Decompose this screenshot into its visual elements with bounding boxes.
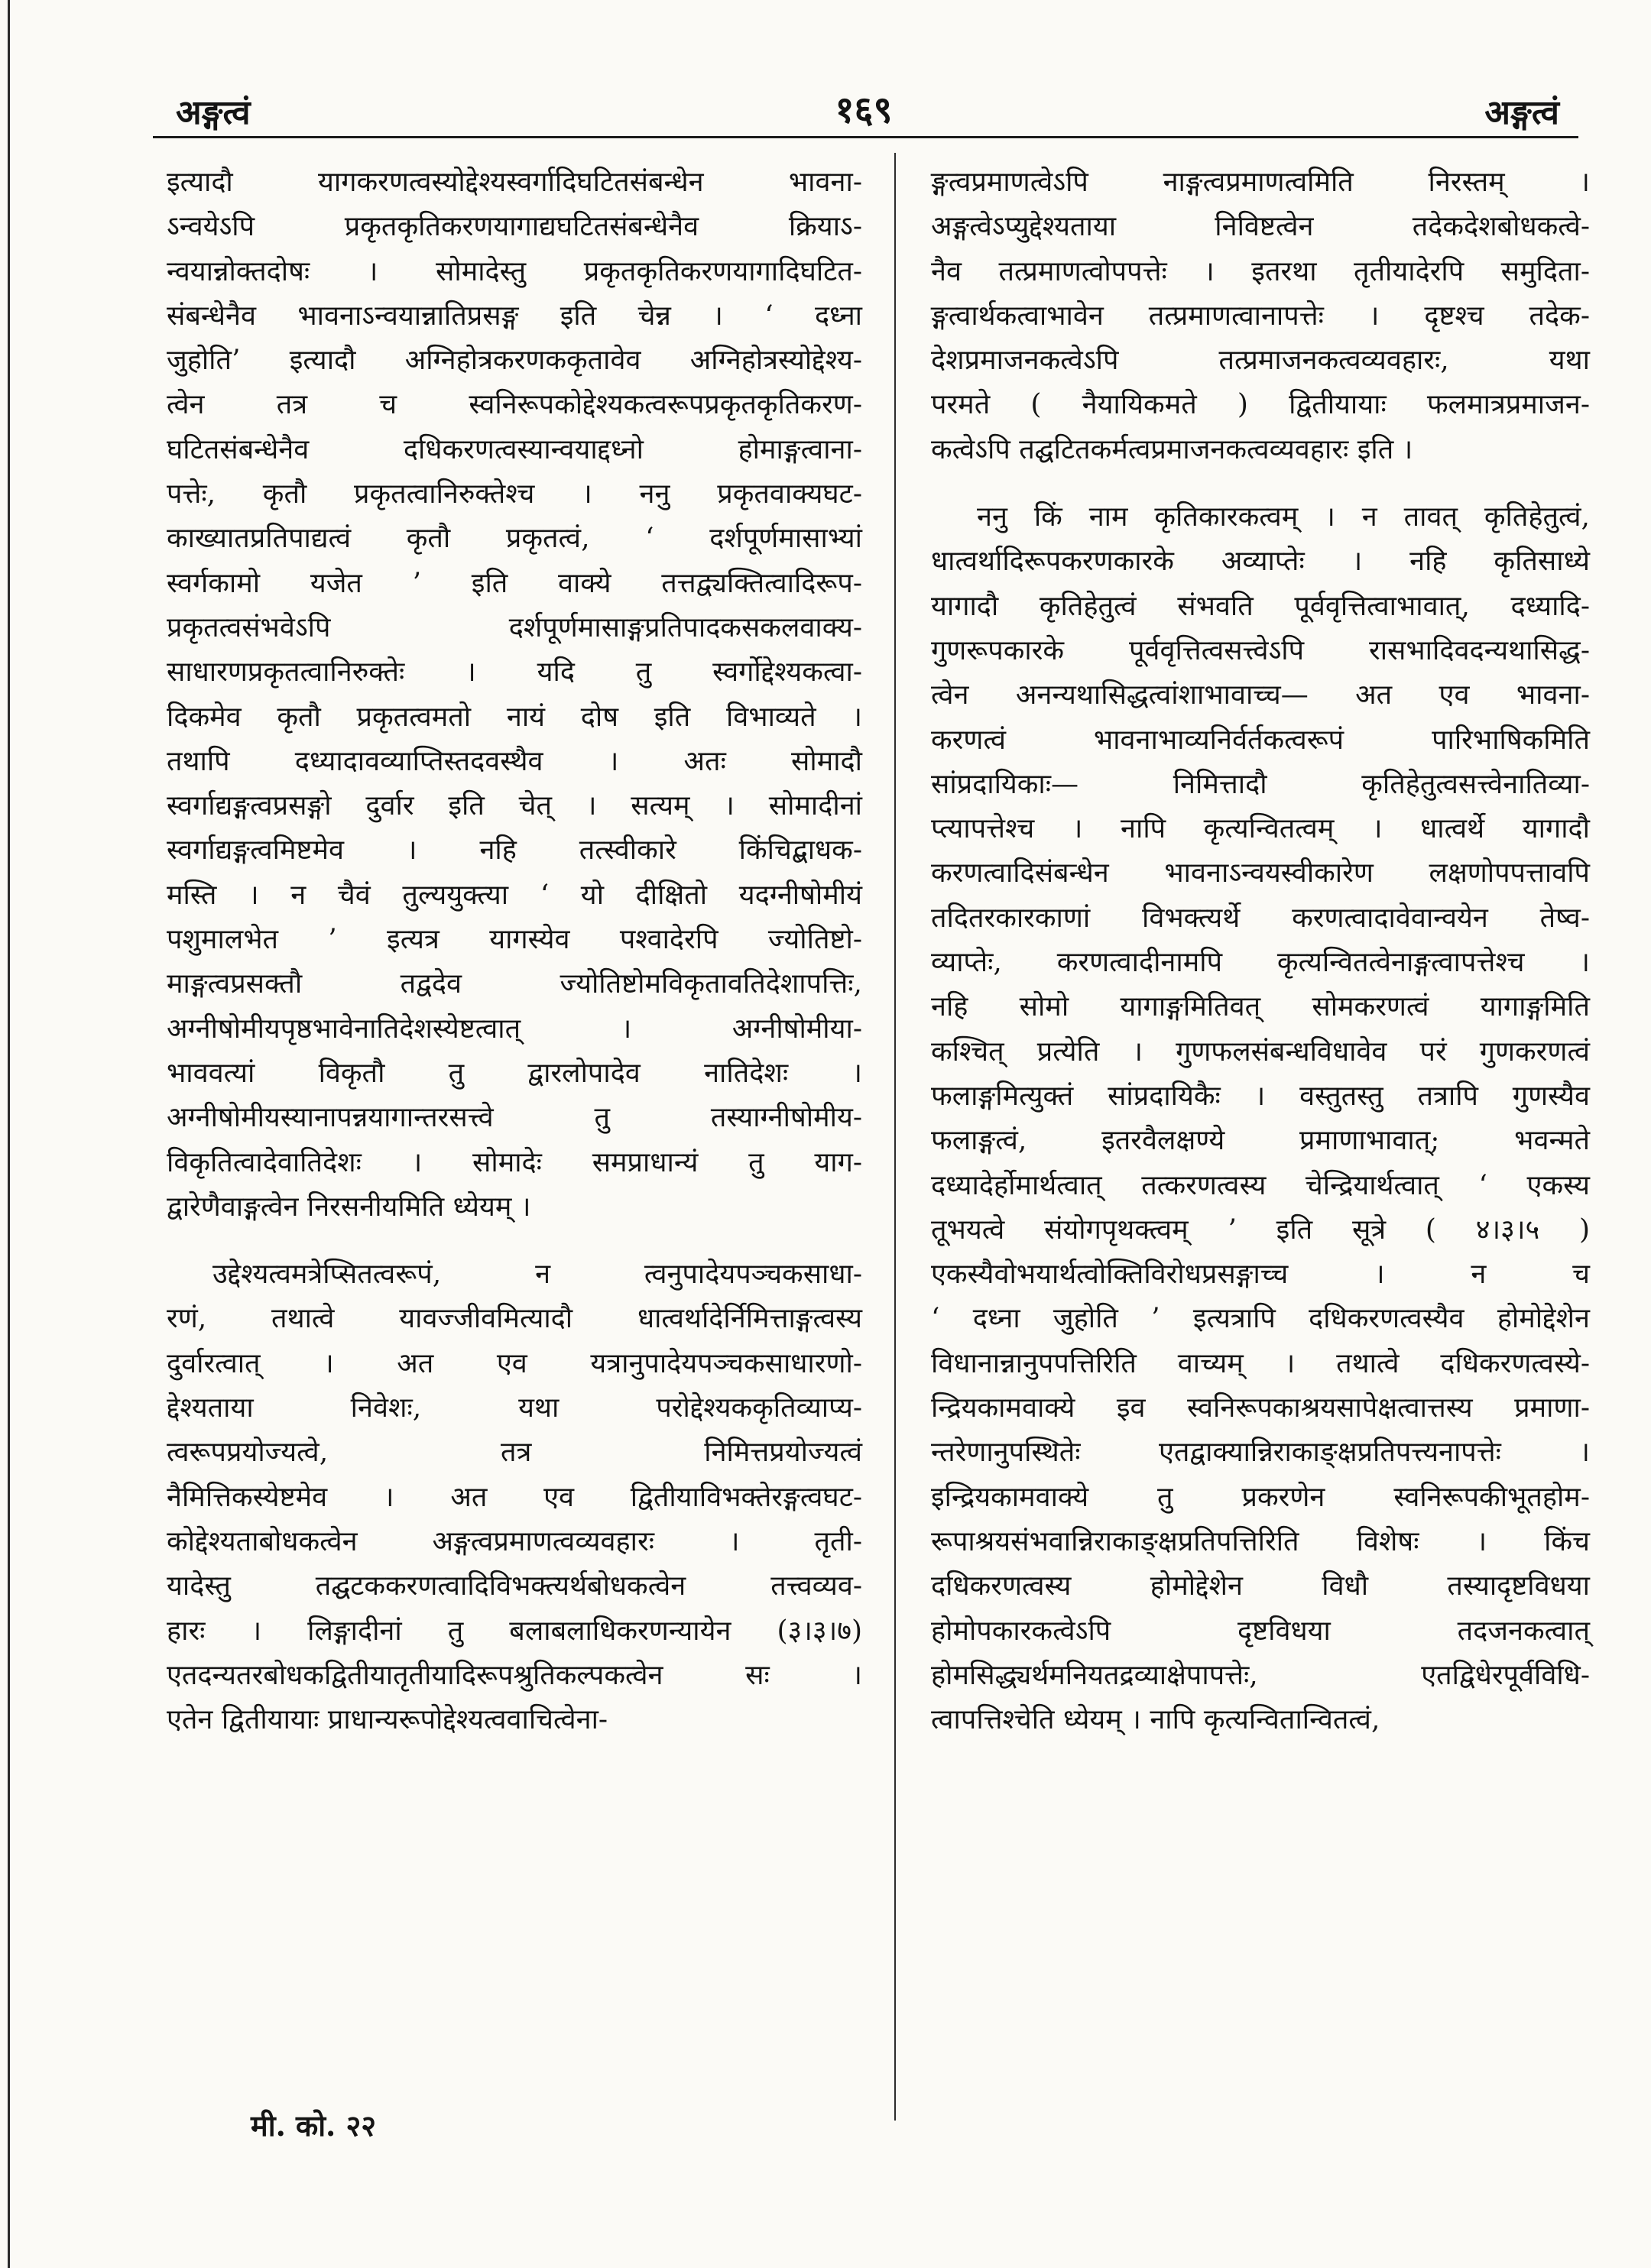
text-line: फलाङ्गमित्युक्तं सांप्रदायिकैः । वस्तुतस्तु तत्रापि गुणस्यैव [931, 1080, 1590, 1112]
page-edge-rule [8, 0, 10, 2268]
text-line: न्तरेणानुपस्थितेः एतद्वाक्यान्निराकाङ्क्षप्रतिपत्त्यनापत्तेः । [931, 1437, 1590, 1469]
left-column [167, 160, 862, 1742]
text-line: न्वयान्नोक्तदोषः । सोमादेस्तु प्रकृतकृतिकरणयागादिघटित- [167, 255, 862, 287]
text-line: त्वेन तत्र च स्वनिरूपकोद्देश्यकत्वरूपप्रकृतकृतिकरण- [167, 389, 862, 421]
text-line: अग्नीषोमीयस्यानापन्नयागान्तरसत्त्वे तु तस्याग्नीषोमीय- [167, 1102, 862, 1134]
text-line: दधिकरणत्वस्य होमोद्देशेन विधौ तस्यादृष्टविधया [931, 1570, 1590, 1602]
text-line: त्वरूपप्रयोज्यत्वे, तत्र निमित्तप्रयोज्यत्वं [167, 1437, 862, 1469]
text-line: गुणरूपकारके पूर्ववृत्तित्वसत्त्वेऽपि रासभादिवदन्यथासिद्ध- [931, 634, 1590, 666]
signature-mark: मी. को. २२ [251, 2108, 377, 2143]
text-line: पशुमालभेत ’ इत्यत्र यागस्येव पश्वादेरपि ज्योतिष्टो- [167, 924, 862, 956]
text-line: यादेस्तु तद्घटककरणत्वादिविभक्त्यर्थबोधकत्वेन तत्त्वव्यव- [167, 1570, 862, 1602]
text-line: ‘ दध्ना जुहोति ’ इत्यत्रापि दधिकरणत्वस्यैव होमोद्देशेन [931, 1303, 1590, 1335]
text-line: व्याप्तेः, करणत्वादीनामपि कृत्यन्वितत्वेनाङ्गत्वापत्तेश्च । [931, 947, 1590, 979]
text-line: प्त्यापत्तेश्च । नापि कृत्यन्वितत्वम् । धात्वर्थे यागादौ [931, 813, 1590, 845]
text-line: जुहोति’ इत्यादौ अग्निहोत्रकरणककृतावेव अग्निहोत्रस्योद्देश्य- [167, 345, 862, 377]
text-line: ननु किं नाम कृतिकारकत्वम् । न तावत् कृतिहेतुत्वं, [977, 501, 1590, 533]
text-line: कत्वेऽपि तद्घटितकर्मत्वप्रमाजनकत्वव्यवहारः इति । [931, 433, 1413, 465]
text-line: करणत्वादिसंबन्धेन भावनाऽन्वयस्वीकारेण लक्षणोपपत्तावपि [931, 857, 1590, 889]
text-line: तथापि दध्यादावव्याप्तिस्तदवस्थैव । अतः सोमादौ [167, 745, 862, 777]
text-line: त्वेन अनन्यथासिद्धत्वांशाभावाच्च— अत एव भावना- [931, 679, 1590, 711]
text-line: परमते ( नैयायिकमते ) द्वितीयायाः फलमात्रप्रमाजन- [931, 389, 1590, 421]
text-line: उद्देश्यत्वमत्रेप्सितत्वरूपं, न त्वनुपादेयपञ्चकसाधा- [212, 1259, 862, 1291]
text-line: संबन्धेनैव भावनाऽन्वयान्नातिप्रसङ्ग इति चेन्न । ‘ दध्ना [167, 300, 862, 332]
text-line: न्द्रियकामवाक्ये इव स्वनिरूपकाश्रयसापेक्षत्वात्तस्य प्रमाणा- [931, 1392, 1590, 1424]
text-line: सांप्रदायिकाः— निमित्तादौ कृतिहेतुत्वसत्त्वेनातिव्या- [931, 768, 1590, 800]
text-line: देशप्रमाजनकत्वेऽपि तत्प्रमाजनकत्वव्यवहारः, यथा [931, 345, 1590, 377]
text-line: तदितरकारकाणां विभक्त्यर्थे करणत्वादावेवान्वयेन तेष्व- [931, 902, 1590, 934]
text-line: अङ्गत्वेऽप्युद्देश्यताया निविष्टत्वेन तदेकदेशबोधकत्वे- [931, 211, 1590, 243]
page-header [153, 73, 1575, 141]
text-line: स्वर्गाद्यङ्गत्वमिष्टमेव । नहि तत्स्वीकारे किंचिद्बाधक- [167, 834, 862, 867]
text-line: नहि सोमो यागाङ्गमितिवत् सोमकरणत्वं यागाङ्गमिति [931, 991, 1590, 1023]
page-number: १६९ [835, 89, 893, 131]
text-line: एकस्यैवोभयार्थत्वोक्तिविरोधप्रसङ्गाच्च । न च [931, 1259, 1590, 1291]
text-line: एतदन्यतरबोधकद्वितीयातृतीयादिरूपश्रुतिकल्पकत्वेन सः । [167, 1659, 862, 1691]
text-line: दिकमेव कृतौ प्रकृतत्वमतो नायं दोष इति विभाव्यते । [167, 701, 862, 733]
text-line: साधारणप्रकृतत्वानिरुक्तेः । यदि तु स्वर्गोद्देश्यकत्वा- [167, 656, 862, 688]
text-line: स्वर्गाद्यङ्गत्वप्रसङ्गो दुर्वार इति चेत् । सत्यम् । सोमादीनां [167, 790, 862, 822]
column-divider [894, 153, 896, 2121]
text-line: प्रकृतत्वसंभवेऽपि दर्शपूर्णमासाङ्गप्रतिपादकसकलवाक्य- [167, 611, 862, 643]
text-line: धात्वर्थादिरूपकरणकारके अव्याप्तेः । नहि कृतिसाध्ये [931, 546, 1590, 578]
text-line: दध्यादेर्होमार्थत्वात् तत्करणत्वस्य चेन्द्रियार्थत्वात् ‘ एकस्य [931, 1169, 1590, 1201]
text-line: स्वर्गकामो यजेत ’ इति वाक्ये तत्तद्व्यक्तित्वादिरूप- [167, 567, 862, 599]
text-line: रूपाश्रयसंभवान्निराकाङ्क्षप्रतिपत्तिरिति विशेषः । किंच [931, 1525, 1590, 1557]
text-line: घटितसंबन्धेनैव दधिकरणत्वस्यान्वयाद्दध्नो होमाङ्गत्वाना- [167, 433, 862, 465]
text-line: होमसिद्ध्यर्थमनियतद्रव्याक्षेपापत्तेः, एतद्विधेरपूर्वविधि- [931, 1659, 1590, 1691]
text-line: माङ्गत्वप्रसक्तौ तद्वदेव ज्योतिष्टोमविकृतावतिदेशापत्तिः, [167, 968, 862, 1000]
text-line: ङ्गत्वार्थकत्वाभावेन तत्प्रमाणत्वानापत्तेः । दृष्टश्च तदेक- [931, 300, 1590, 332]
text-line: त्वापत्तिश्चेति ध्येयम् । नापि कृत्यन्वितान्वितत्वं, [931, 1704, 1380, 1736]
text-line: दुर्वारत्वात् । अत एव यत्रानुपादेयपञ्चकसाधारणो- [167, 1347, 862, 1379]
text-line: भाववत्यां विकृतौ तु द्वारलोपादेव नातिदेशः । [167, 1057, 862, 1089]
paragraph-gap [167, 1230, 862, 1252]
text-line: मस्ति । न चैवं तुल्ययुक्त्या ‘ यो दीक्षितो यदग्नीषोमीयं [167, 879, 862, 911]
text-line: विकृतित्वादेवातिदेशः । सोमादेः समप्राधान्यं तु याग- [167, 1146, 862, 1178]
text-line: विधानान्नानुपपत्तिरिति वाच्यम् । तथात्वे दधिकरणत्वस्ये- [931, 1347, 1590, 1379]
text-line: कोद्देश्यताबोधकत्वेन अङ्गत्वप्रमाणत्वव्यवहारः । तृती- [167, 1525, 862, 1557]
text-line: करणत्वं भावनाभाव्यनिर्वर्तकत्वरूपं पारिभाषिकमिति [931, 724, 1590, 756]
text-line: द्देश्यताया निवेशः, यथा परोद्देश्यककृतिव्याप्य- [167, 1392, 862, 1424]
running-head-left: अङ्गत्वं [176, 93, 251, 132]
text-line: फलाङ्गत्वं, इतरवैलक्षण्ये प्रमाणाभावात्; भवन्मते [931, 1125, 1590, 1157]
text-line: यागादौ कृतिहेतुत्वं संभवति पूर्ववृत्तित्वाभावात्, दध्यादि- [931, 590, 1590, 622]
text-line: होमोपकारकत्वेऽपि दृष्टविधया तदजनकत्वात् [931, 1615, 1590, 1647]
text-line: द्वारेणैवाङ्गत्वेन निरसनीयमिति ध्येयम् । [167, 1191, 531, 1223]
text-line: नैमित्तिकस्येष्टमेव । अत एव द्वितीयाविभक्तेरङ्गत्वघट- [167, 1481, 862, 1513]
text-line: रणं, तथात्वे यावज्जीवमित्यादौ धात्वर्थादेर्निमित्ताङ्गत्वस्य [167, 1303, 862, 1335]
right-column [931, 160, 1590, 1742]
text-line: नैव तत्प्रमाणत्वोपपत्तेः । इतरथा तृतीयादेरपि समुदिता- [931, 255, 1590, 287]
text-line: एतेन द्वितीयायाः प्राधान्यरूपोद्देश्यत्ववाचित्वेना- [167, 1704, 608, 1736]
text-line: ऽन्वयेऽपि प्रकृतकृतिकरणयागाद्यघटितसंबन्धेनैव क्रियाऽ- [167, 211, 862, 243]
running-head-right: अङ्गत्वं [1484, 93, 1559, 132]
text-line: तूभयत्वे संयोगपृथक्त्वम् ’ इति सूत्रे ( ४।३।५ ) [931, 1213, 1590, 1246]
text-line: काख्यातप्रतिपाद्यत्वं कृतौ प्रकृतत्वं, ‘ दर्शपूर्णमासाभ्यां [167, 523, 862, 555]
text-line: इन्द्रियकामवाक्ये तु प्रकरणेन स्वनिरूपकीभूतहोम- [931, 1481, 1590, 1513]
text-line: पत्तेः, कृतौ प्रकृतत्वानिरुक्तेश्च । ननु प्रकृतवाक्यघट- [167, 478, 862, 510]
header-rule [153, 136, 1578, 138]
text-line: अग्नीषोमीयपृष्ठभावेनातिदेशस्येष्टत्वात् । अग्नीषोमीया- [167, 1013, 862, 1045]
paragraph-gap [931, 472, 1590, 495]
text-line: कश्चित् प्रत्येति । गुणफलसंबन्धविधावेव परं गुणकरणत्वं [931, 1035, 1590, 1068]
text-line: इत्यादौ यागकरणत्वस्योद्देश्यस्वर्गादिघटितसंबन्धेन भावना- [167, 167, 862, 198]
text-line: ङ्गत्वप्रमाणत्वेऽपि नाङ्गत्वप्रमाणत्वमिति निरस्तम् । [931, 167, 1590, 198]
text-line: हारः । लिङ्गादीनां तु बलाबलाधिकरणन्यायेन (३।३।७) [167, 1615, 862, 1647]
